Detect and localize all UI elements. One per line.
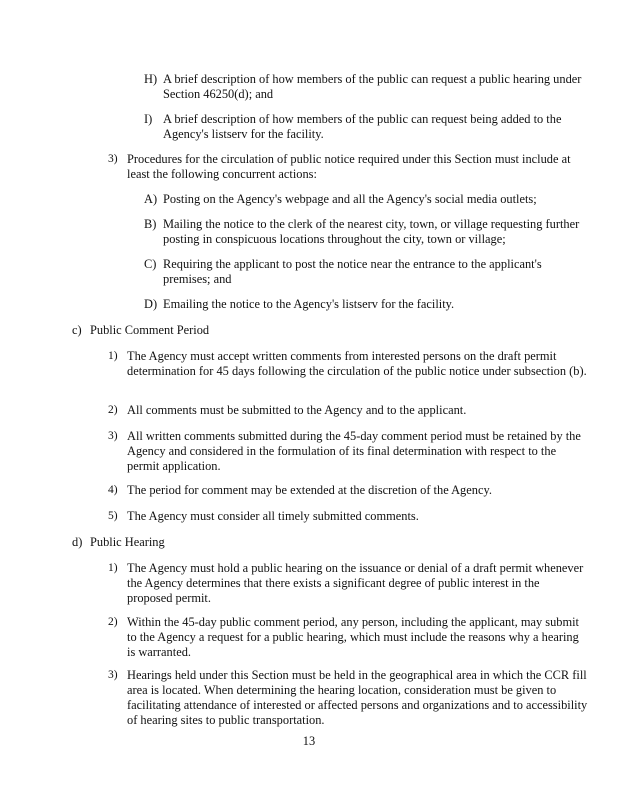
list-item-c3 (108, 429, 588, 474)
item-label: 3) (108, 430, 118, 442)
item-label: H) (144, 72, 158, 86)
section-title: Public Comment Period (90, 323, 210, 337)
list-item-c4 (108, 483, 588, 498)
list-item-c5 (108, 509, 588, 524)
section-label: c) (72, 323, 82, 337)
item-label: A) (144, 192, 158, 206)
list-item-b3B (144, 217, 588, 247)
item-text: Hearings held under this Section must be held in the geographical area in which the CCR fill area is located. When determining the hearing location, consideration must be given to facilitating attendance of interested or affected persons and organizations and to accessibility of hearing sites to public transportation. (127, 668, 588, 727)
item-text: Emailing the notice to the Agency's listserv for the facility. (163, 297, 455, 311)
section-heading-c (72, 323, 588, 338)
list-item-c1 (108, 349, 588, 379)
item-label: 5) (108, 510, 118, 522)
item-label: B) (144, 217, 157, 231)
item-text: The period for comment may be extended at the discretion of the Agency. (127, 483, 492, 497)
section-heading-d (72, 535, 588, 550)
item-text: A brief description of how members of the public can request being added to the Agency's listserv for the facility. (163, 112, 562, 141)
item-text: Mailing the notice to the clerk of the nearest city, town, or village requesting further posting in conspicuous locations throughout the city, town or village; (163, 217, 580, 246)
item-label: 2) (108, 404, 118, 416)
item-label: 3) (108, 669, 118, 681)
section-title: Public Hearing (90, 535, 165, 549)
item-text: The Agency must hold a public hearing on the issuance or denial of a draft permit whenever the Agency determines that there exists a significant degree of public interest in the proposed permit. (127, 561, 584, 605)
page-number: 13 (302, 734, 316, 748)
item-text: Procedures for the circulation of public notice required under this Section must include at least the following concurrent actions: (127, 152, 571, 181)
list-item-H (144, 72, 588, 102)
item-label: 1) (108, 562, 118, 574)
item-text: Requiring the applicant to post the notice near the entrance to the applicant's premises; and (163, 257, 542, 286)
section-label: d) (72, 535, 83, 549)
list-item-b3C (144, 257, 588, 287)
item-label: 4) (108, 484, 118, 496)
item-label: D) (144, 297, 158, 311)
item-text: All comments must be submitted to the Agency and to the applicant. (127, 403, 467, 417)
list-item-I (144, 112, 588, 142)
item-label: C) (144, 257, 157, 271)
item-text: Posting on the Agency's webpage and all the Agency's social media outlets; (163, 192, 537, 206)
list-item-b3D (144, 297, 588, 312)
item-text: The Agency must consider all timely submitted comments. (127, 509, 419, 523)
list-item-d2 (108, 615, 588, 660)
list-item-c2 (108, 403, 588, 418)
item-label: 3) (108, 153, 118, 165)
list-item-b3A (144, 192, 588, 207)
list-item-b3 (108, 152, 588, 182)
item-text: Within the 45-day public comment period, any person, including the applicant, may submit to the Agency a request for a public hearing, which must include the reasons why a hearing is warranted. (127, 615, 580, 659)
list-item-d3 (108, 668, 588, 728)
item-text: The Agency must accept written comments from interested persons on the draft permit determination for 45 days following the circulation of the public notice under subsection (b). (127, 349, 587, 378)
list-item-d1 (108, 561, 588, 606)
item-text: A brief description of how members of the public can request a public hearing under Section 46250(d); and (163, 72, 582, 101)
item-label: I) (144, 112, 153, 126)
item-text: All written comments submitted during the 45-day comment period must be retained by the Agency and considered in the formulation of its final determination with respect to the permit application. (127, 429, 581, 473)
item-label: 2) (108, 616, 118, 628)
item-label: 1) (108, 350, 118, 362)
